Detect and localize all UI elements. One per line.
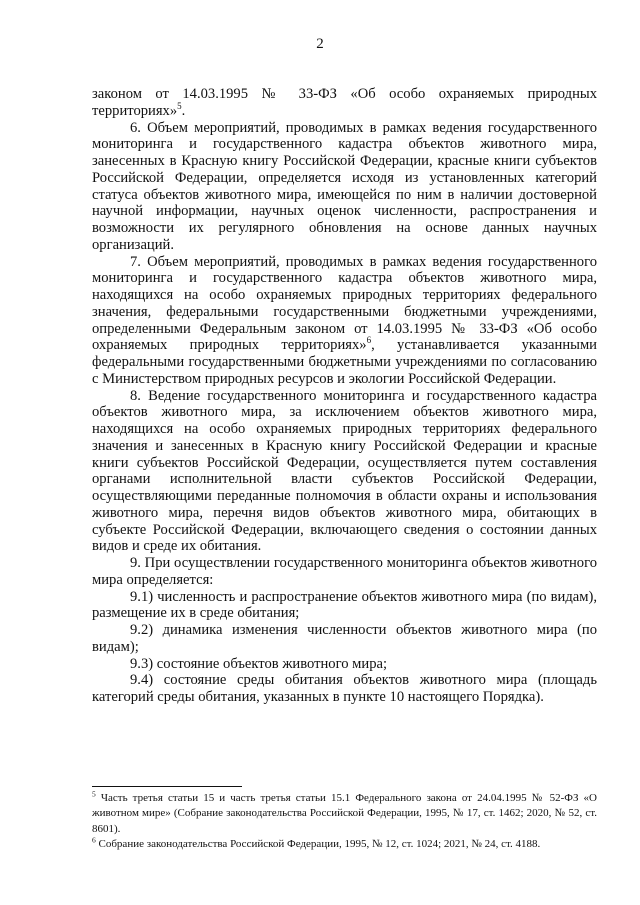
paragraph-text-tail: , устанавливается указанными федеральными государственными бюджетными учреждениями по согласованию с Министерством природных ресурсов и экологии Российской Федерации. <box>92 337 597 387</box>
footnote-divider <box>92 786 242 787</box>
paragraph-text: 7. Объем мероприятий, проводимых в рамках ведения государственного мониторинга и государственного кадастра объектов животного мира, находящихся на особо охраняемых природных территориях федерального значения, федеральными государственными бюджетными учреждениями, определенными Федеральным законом от 14.03.1995 № 33-ФЗ «Об особо охраняемых природных территориях» <box>92 253 597 354</box>
paragraph-7 <box>92 254 597 388</box>
paragraph-continuation <box>92 86 597 120</box>
paragraph-6: 6. Объем мероприятий, проводимых в рамках ведения государственного мониторинга и государственного кадастра объектов животного мира, занесенных в Красную книгу Российской Федерации, красные книги субъектов Российской Федерации, определяется исходя из установленных категорий статуса объектов животного мира, имеющейся по ним в наличии достоверной научной информации, научных оценок численности, распространения и возможности их регулярного обновления на основе данных научных организаций. <box>92 119 597 253</box>
list-item-9-2: 9.2) динамика изменения численности объектов животного мира (по видам); <box>92 622 597 655</box>
paragraph-9: 9. При осуществлении государственного мониторинга объектов животного мира определяется: <box>92 555 597 588</box>
footnote-reference: 5 <box>177 100 182 111</box>
list-item-9-3: 9.3) состояние объектов животного мира; <box>130 655 388 672</box>
paragraph-text: законом от 14.03.1995 № 33-ФЗ «Об особо охраняемых природных территориях» <box>92 86 597 119</box>
page-number: 2 <box>316 36 324 52</box>
footnote-mark: 5 <box>92 789 96 799</box>
footnotes <box>92 791 597 852</box>
footnote-6 <box>92 837 597 852</box>
paragraph-8: 8. Ведение государственного мониторинга и государственного кадастра объектов животного мира, за исключением объектов животного мира, находящихся на особо охраняемых природных территориях федерального значения и занесенных в Красную книгу Российской Федерации и красные книги субъектов Российской Федерации, осуществляется путем составления органами исполнительной власти субъектов Российской Федерации, осуществляющими переданные полномочия в области охраны и использования животного мира, перечня видов объектов животного мира, обитающих в субъекте Российской Федерации, включающего сведения о состоянии данных видов и среде их обитания. <box>92 387 597 555</box>
footnote-text: Собрание законодательства Российской Федерации, 1995, № 12, ст. 1024; 2021, № 24, ст. 4188. <box>95 837 541 850</box>
footnote-5 <box>92 791 597 837</box>
list-item-9-4: 9.4) состояние среды обитания объектов животного мира (площадь категорий среды обитания, указанных в пункте 10 настоящего Порядка). <box>92 672 597 705</box>
paragraph-text-tail: . <box>181 102 186 119</box>
footnote-mark: 6 <box>92 835 96 845</box>
list-item-9-1: 9.1) численность и распространение объектов животного мира (по видам), размещение их в среде обитания; <box>92 588 597 622</box>
footnote-text: Часть третья статьи 15 и часть третья статьи 15.1 Федерального закона от 24.04.1995 № 52-ФЗ «О животном мире» (Собрание законодательства Российской Федерации, 1995, № 17, ст. 1462; 2020, № 52, ст. 8601). <box>92 792 597 835</box>
document-body <box>92 86 597 706</box>
footnote-reference: 6 <box>366 335 372 346</box>
